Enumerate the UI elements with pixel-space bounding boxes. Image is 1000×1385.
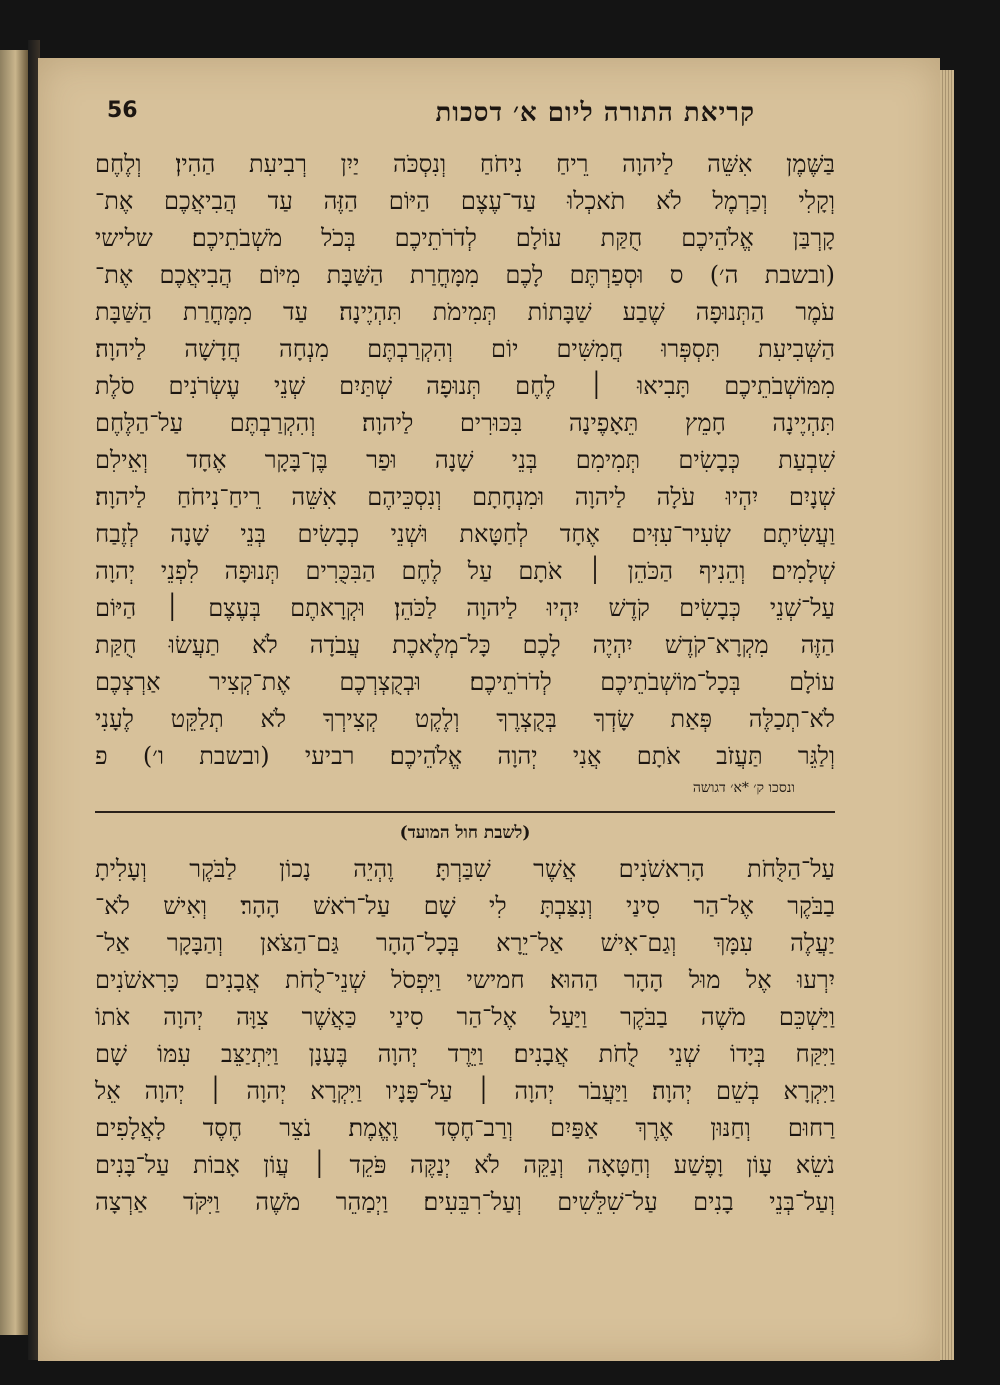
text-line: וַיִּקַּח בְּיָדוֹ שְׁנֵי לֻחֹת אֲבָנִים׃ וַיֵּרֶד יְהוָה בֶּעָנָן וַיִּתְיַצֵּב עִמּוֹ שָׁם — [95, 1040, 835, 1068]
text-line: (ובשבת ה׳) ס וּסְפַרְתֶּם לָכֶם מִמָּחֳרַת הַשַּׁבָּת מִיּוֹם הֲבִיאֲכֶם אֶת־ — [95, 261, 835, 289]
text-line: קָרְבַּן אֱלֹהֵיכֶם חֻקַּת עוֹלָם לְדֹרֹתֵיכֶם בְּכֹל מֹשְׁבֹתֵיכֶם׃ שלישי — [95, 224, 835, 252]
text-line: עַל־שְׁנֵי כְּבָשִׂים קֹדֶשׁ יִהְיוּ לַיהוָה לַכֹּהֵן׃ וּקְרָאתֶם בְּעֶצֶם ׀ הַיּוֹם — [95, 594, 835, 622]
text-line: יַעֲלֶה עִמָּךְ וְגַם־אִישׁ אַל־יֵרָא בְּכָל־הָהָר גַּם־הַצֹּאן וְהַבָּקָר אַל־ — [95, 929, 835, 957]
text-line: מִמּוֹשְׁבֹתֵיכֶם תָּבִיאוּ ׀ לֶחֶם תְּנוּפָה שְׁתַּיִם שְׁנֵי עֶשְׂרֹנִים סֹלֶת — [95, 372, 835, 400]
text-line: יִרְעוּ אֶל מוּל הָהָר הַהוּא׃ חמישי וַיִּפְסֹל שְׁנֵי־לֻחֹת אֲבָנִים כָּרִאשֹׁנִים — [95, 966, 835, 994]
text-line: בַבֹּקֶר אֶל־הַר סִינַי וְנִצַּבְתָּ לִי שָׁם עַל־רֹאשׁ הָהָר׃ וְאִישׁ לֹא־ — [95, 892, 835, 920]
text-line: עַל־הַלֻּחֹת הָרִאשֹׁנִים אֲשֶׁר שִׁבַּרְתָּ׃ וֶהְיֵה נָכוֹן לַבֹּקֶר וְעָלִיתָ — [95, 855, 835, 883]
section-heading: (לשבת חול המועד) — [399, 823, 531, 843]
page-stack-edge — [940, 70, 954, 1360]
text-line: וַיַּשְׁכֵּם מֹשֶׁה בַבֹּקֶר וַיַּעַל אֶל־הַר סִינַי כַּאֲשֶׁר צִוָּה יְהוָה אֹתוֹ — [95, 1003, 835, 1031]
text-block-main — [95, 146, 835, 775]
text-area — [95, 88, 835, 1328]
text-line: וְלַגֵּר תַּעֲזֹב אֹתָם אֲנִי יְהוָה אֱלֹהֵיכֶם׃ רביעי (ובשבת ו׳) פ — [95, 742, 835, 770]
page-header — [95, 88, 835, 146]
text-line: עֹמֶר הַתְּנוּפָה שֶׁבַע שַׁבָּתוֹת תְּמִימֹת תִּהְיֶינָה׃ עַד מִמָּחֳרַת הַשַּׁבָּת — [95, 298, 835, 326]
text-line: נֹשֵׂא עָוֹן וָפֶשַׁע וְחַטָּאָה וְנַקֵּה לֹא יְנַקֶּה פֹּקֵד ׀ עֲוֹן אָבוֹת עַל־בָּנִים — [95, 1151, 835, 1179]
text-line: שִׁבְעַת כְּבָשִׂים תְּמִימִם בְּנֵי שָׁנָה וּפַר בֶּן־בָּקָר אֶחָד וְאֵילִם — [95, 446, 835, 474]
text-line: וְעַל־בְּנֵי בָנִים עַל־שִׁלֵּשִׁים וְעַל־רִבֵּעִים׃ וַיְמַהֵר מֹשֶׁה וַיִּקֹּד אַרְצָה — [95, 1188, 835, 1216]
text-line: הַשְּׁבִיעִת תִּסְפְּרוּ חֲמִשִּׁים יוֹם וְהִקְרַבְתֶּם מִנְחָה חֲדָשָׁה לַיהוָה׃ — [95, 335, 835, 363]
text-line: לֹא־תְכַלֶּה פְּאַת שָׂדְךָ בְּקֻצְרֶךָ וְלֶקֶט קְצִירְךָ לֹא תְלַקֵּט לֶעָנִי — [95, 705, 835, 733]
text-block-secondary — [95, 851, 835, 1221]
text-line: וַעֲשִׂיתֶם שְׂעִיר־עִזִּים אֶחָד לְחַטָּאת וּשְׁנֵי כְבָשִׂים בְּנֵי שָׁנָה לְזֶבַח — [95, 520, 835, 548]
footnote: ונסכו ק׳ *א׳ דגושה — [692, 780, 795, 796]
text-line: שְׁנָיִם יִהְיוּ עֹלָה לַיהוָה וּמִנְחָתָם וְנִסְכֵּיהֶם אִשֵּׁה רֵיחַ־נִיחֹחַ לַיהוָה׃ — [95, 483, 835, 511]
text-line: הַזֶּה מִקְרָא־קֹדֶשׁ יִהְיֶה לָכֶם כָּל־מְלֶאכֶת עֲבֹדָה לֹא תַעֲשׂוּ חֻקַּת — [95, 631, 835, 659]
text-line: תִּהְיֶינָה חָמֵץ תֵּאָפֶינָה בִּכּוּרִים לַיהוָה׃ וְהִקְרַבְתֶּם עַל־הַלֶּחֶם — [95, 409, 835, 437]
text-line: בַּשֶּׁמֶן אִשֵּׁה לַיהוָה רֵיחַ נִיחֹחַ וְנִסְכֹּה יַיִן רְבִיעִת הַהִין׃ וְלֶחֶם — [95, 150, 835, 178]
text-line: וְקָלִי וְכַרְמֶל לֹא תֹאכְלוּ עַד־עֶצֶם הַיּוֹם הַזֶּה עַד הֲבִיאֲכֶם אֶת־ — [95, 187, 835, 215]
text-line: רַחוּם וְחַנּוּן אֶרֶךְ אַפַּיִם וְרַב־חֶסֶד וֶאֱמֶת׃ נֹצֵר חֶסֶד לָאֲלָפִים — [95, 1114, 835, 1142]
running-title: קריאת התורה ליום א׳ דסכות — [435, 98, 755, 128]
section-divider — [95, 811, 835, 813]
page-number: 56 — [107, 98, 138, 123]
text-line: וַיִּקְרָא בְשֵׁם יְהוָה׃ וַיַּעֲבֹר יְהוָה ׀ עַל־פָּנָיו וַיִּקְרָא יְהוָה ׀ יְהוָה אֵל — [95, 1077, 835, 1105]
text-line: עוֹלָם בְּכָל־מוֹשְׁבֹתֵיכֶם לְדֹרֹתֵיכֶם׃ וּבְקֻצְרְכֶם אֶת־קְצִיר אַרְצְכֶם — [95, 668, 835, 696]
text-line: שְׁלָמִים׃ וְהֵנִיף הַכֹּהֵן ׀ אֹתָם עַל לֶחֶם הַבִּכֻּרִים תְּנוּפָה לִפְנֵי יְהוָה — [95, 557, 835, 585]
facing-page-edge — [0, 50, 28, 1335]
